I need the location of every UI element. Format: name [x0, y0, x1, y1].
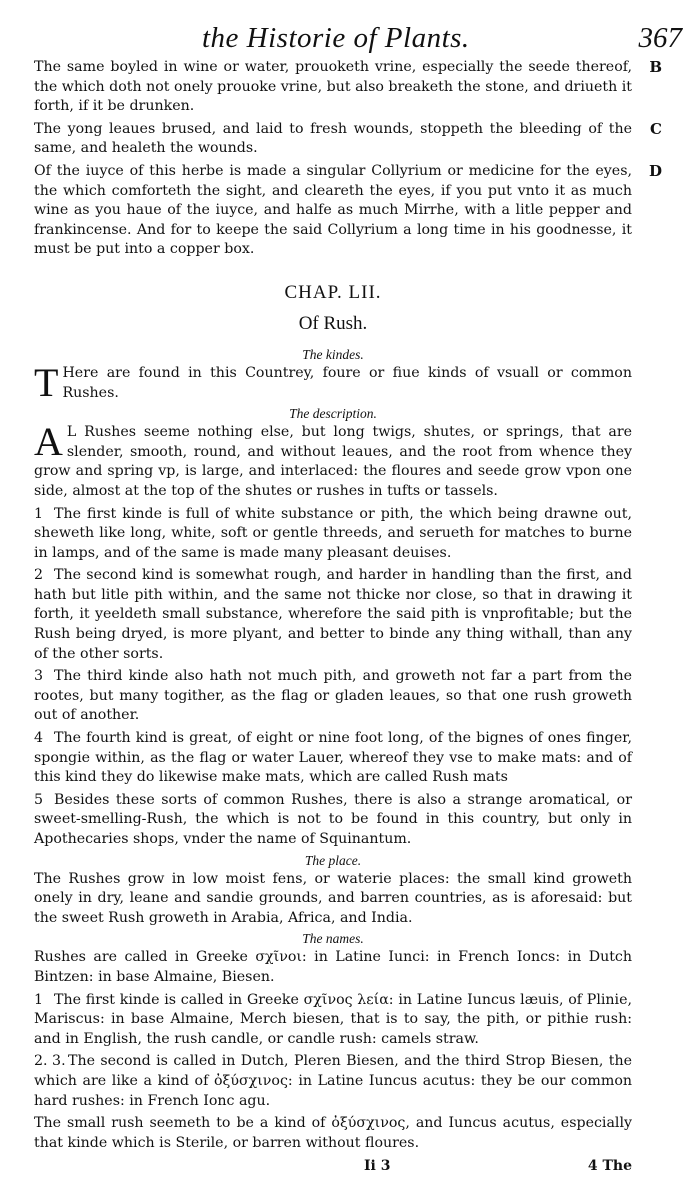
item-text: The second kind is somewhat rough, and harder in handling than the first, and hath but litle pith within, and the same not thicke nor close, so that in drawing it forth, it yeeldeth small substance, wherefore the said pith is vnprofitable; but the Rush being dryed, is more plyant, and better to binde any thing withall, than any of the other sorts. — [34, 567, 632, 662]
page-footer — [34, 1156, 632, 1182]
chapter-subtitle: Of Rush. — [298, 312, 368, 334]
kinds-paragraph — [34, 359, 632, 405]
section-heading-names: The names. — [302, 931, 364, 947]
section-heading-kindes: The kindes. — [302, 346, 364, 362]
item-number: 5 — [34, 791, 44, 808]
catchword: 4 The — [587, 1158, 632, 1175]
signature-mark: Ii 3 — [364, 1158, 391, 1175]
margin-letter: B — [649, 58, 662, 76]
item-number: 3 — [34, 668, 44, 685]
item-number: 1 — [34, 505, 44, 522]
intro-paragraph — [34, 58, 662, 117]
item-text: The third kinde also hath not much pith, and groweth not far a part from the rootes, but many togither, as the flag or gladen leaues, so that one rush groweth out of another. — [34, 668, 632, 724]
item-text: The second is called in Dutch, Pleren Biesen, and the third Strop Biesen, the which are like a kind of ὀξύσχινος: in Latine Iuncus acutus: they be our common hard rushes: in French Ionc agu. — [34, 1053, 632, 1109]
paragraph-text: Here are found in this Countrey, foure or fiue kinds of vsuall or common Rushes. — [62, 364, 632, 401]
drop-cap: T — [34, 359, 59, 405]
item-text: Rushes are called in Greeke σχῖνοι: in Latine Iunci: in French Ioncs: in Dutch Bintzen: in base Almaine, Biesen. — [34, 949, 632, 985]
paragraph-text: The same boyled in wine or water, prouoketh vrine, especially the seede thereof, the which doth not onely prouoke vrine, but also breaketh the stone, and driueth it forth, if it be drunken. — [34, 59, 632, 115]
drop-cap: A — [34, 419, 63, 465]
book-page — [34, 18, 682, 1182]
item-number: 2. 3. — [34, 1053, 66, 1070]
page-number: 367 — [638, 22, 682, 54]
margin-letter: D — [648, 161, 662, 180]
item-number: 4 — [34, 730, 44, 747]
chapter-title: CHAP. LII. — [284, 281, 382, 303]
item-text: The first kinde is called in Greeke σχῖνος λεία: in Latine Iuncus læuis, of Plinie, Mariscus: in base Almaine, Merch biesen, that is to say, the pith, or pithie rush: and in English, the rush candle, or candle rush: camels straw. — [34, 991, 632, 1047]
description-paragraph — [34, 419, 632, 501]
names-item — [34, 1052, 632, 1111]
description-item — [34, 729, 632, 788]
section-heading-description: The description. — [289, 406, 377, 422]
paragraph-text: The yong leaues brused, and laid to fresh wounds, stoppeth the bleeding of the same, and healeth the wounds. — [34, 120, 632, 157]
description-item — [34, 791, 632, 850]
item-text: The small rush seemeth to be a kind of ὀξύσχινος, and Iuncus acutus, especially that kinde which is Sterile, or barren without floures. — [34, 1115, 632, 1151]
running-header — [34, 18, 682, 58]
names-item — [34, 991, 632, 1050]
running-title: the Historie of Plants. — [202, 22, 470, 54]
description-item — [34, 566, 632, 664]
paragraph-text: Of the iuyce of this herbe is made a singular Collyrium or medicine for the eyes, the which comforteth the sight, and cleareth the eyes, if you put vnto it as much wine as you haue of the iuyce, and halfe as much Mirrhe, with a litle pepper and frankincense. And for to keepe the said Collyrium a long time in his goodnesse, it must be put into a copper box. — [34, 162, 632, 258]
section-heading-place: The place. — [304, 852, 362, 868]
item-text: Besides these sorts of common Rushes, there is also a strange aromatical, or sweet-smelling-Rush, the which is not to be found in this country, but only in Apothecaries shops, vnder the name of Squinantum. — [34, 791, 632, 847]
intro-paragraph — [34, 161, 662, 260]
item-text: The first kinde is full of white substance or pith, the which being drawne out, sheweth like long, white, soft or gentle threeds, and serueth for matches to burne in lamps, and of the same is made many pleasant deuises. — [34, 505, 632, 561]
names-item — [34, 1114, 632, 1153]
description-item — [34, 505, 632, 564]
paragraph-text: L Rushes seeme nothing else, but long twigs, shutes, or springs, that are slender, smooth, round, and without leaues, and the root from whence they grow and spring vp, is large, and interlaced: the floures and seede grow vpon one side, almost at the top of the shutes or rushes in tufts or tassels. — [34, 424, 632, 499]
description-item — [34, 667, 632, 726]
place-paragraph: The Rushes grow in low moist fens, or waterie places: the small kind groweth onely in dry, leane and sandie grounds, and barren countries, as is aforesaid: but the sweet Rush groweth in Arabia, Africa, and India. — [34, 870, 632, 926]
intro-paragraph — [34, 119, 662, 159]
names-item — [34, 948, 632, 987]
item-number: 2 — [34, 567, 44, 584]
item-number: 1 — [34, 991, 44, 1008]
margin-letter: C — [650, 119, 662, 138]
item-text: The fourth kind is great, of eight or nine foot long, of the bignes of ones finger, spongie within, as the flag or water Lauer, whereof they vse to make mats: and of this kind they do likewise make mats, which are called Rush mats — [34, 730, 632, 786]
